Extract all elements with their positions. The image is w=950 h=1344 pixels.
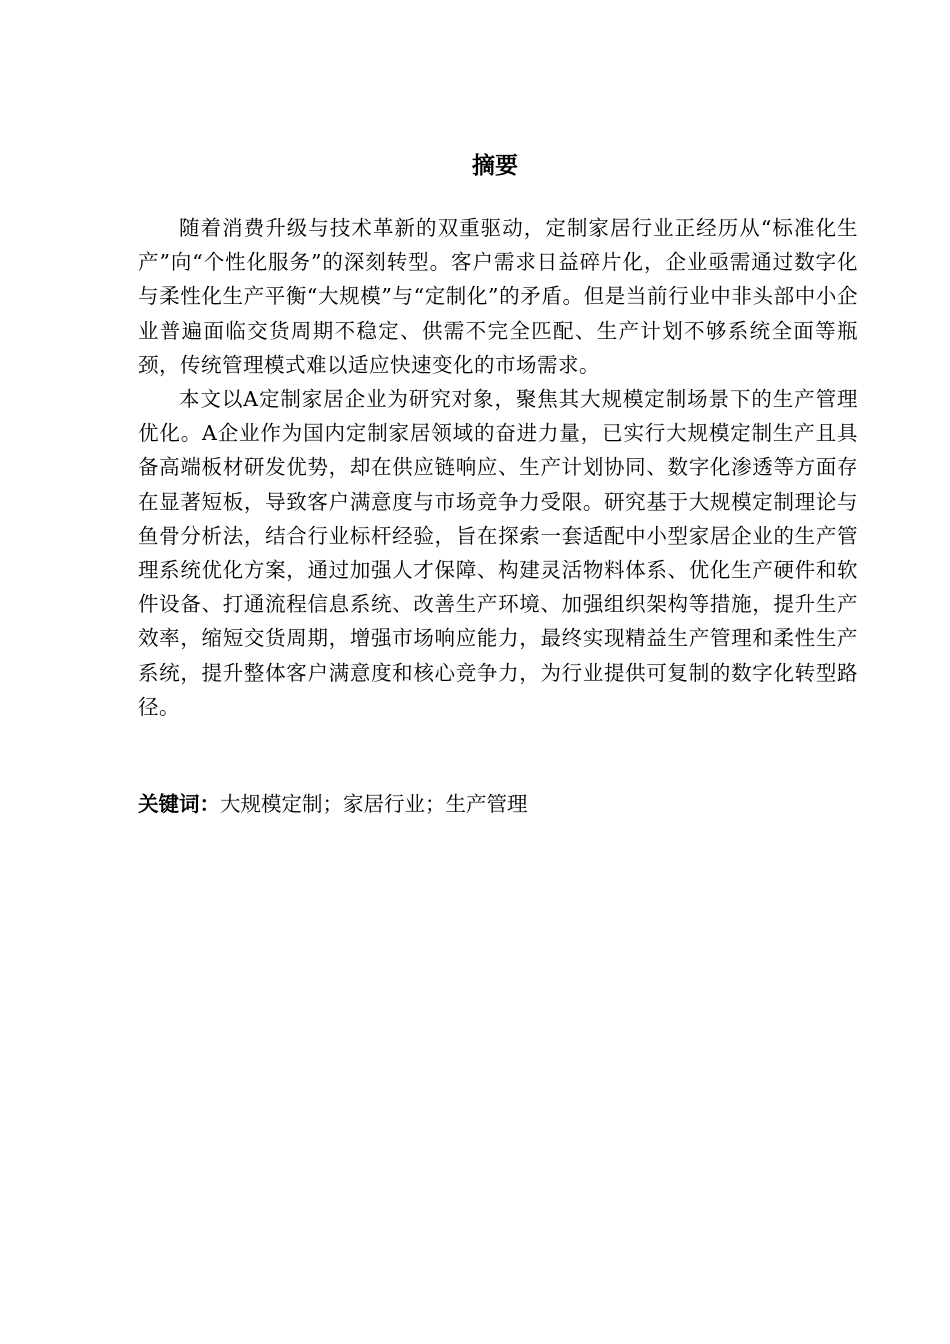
keywords-label: 关键词： [138, 792, 220, 816]
keywords-line [138, 787, 858, 821]
abstract-paragraph-1: 随着消费升级与技术革新的双重驱动，定制家居行业正经历从“标准化生产”向“个性化服务”的深刻转型。客户需求日益碎片化，企业亟需通过数字化与柔性化生产平衡“大规模”与“定制化”的矛盾。但是当前行业中非头部中小企业普遍面临交货周期不稳定、供需不完全匹配、生产计划不够系统全面等瓶颈，传统管理模式难以适应快速变化的市场需求。 [138, 216, 858, 377]
keywords-value: 大规模定制；家居行业；生产管理 [220, 792, 528, 816]
abstract-body [138, 211, 858, 724]
abstract-paragraph-2: 本文以A定制家居企业为研究对象，聚焦其大规模定制场景下的生产管理优化。A企业作为国内定制家居领域的奋进力量，已实行大规模定制生产且具备高端板材研发优势，却在供应链响应、生产计划协同、数字化渗透等方面存在显著短板，导致客户满意度与市场竞争力受限。研究基于大规模定制理论与鱼骨分析法，结合行业标杆经验，旨在探索一套适配中小型家居企业的生产管理系统优化方案，通过加强人才保障、构建灵活物料体系、优化生产硬件和软件设备、打通流程信息系统、改善生产环境、加强组织架构等措施，提升生产效率，缩短交货周期，增强市场响应能力，最终实现精益生产管理和柔性生产系统，提升整体客户满意度和核心竞争力，为行业提供可复制的数字化转型路径。 [138, 387, 858, 719]
abstract-title: 摘要 [472, 153, 518, 179]
